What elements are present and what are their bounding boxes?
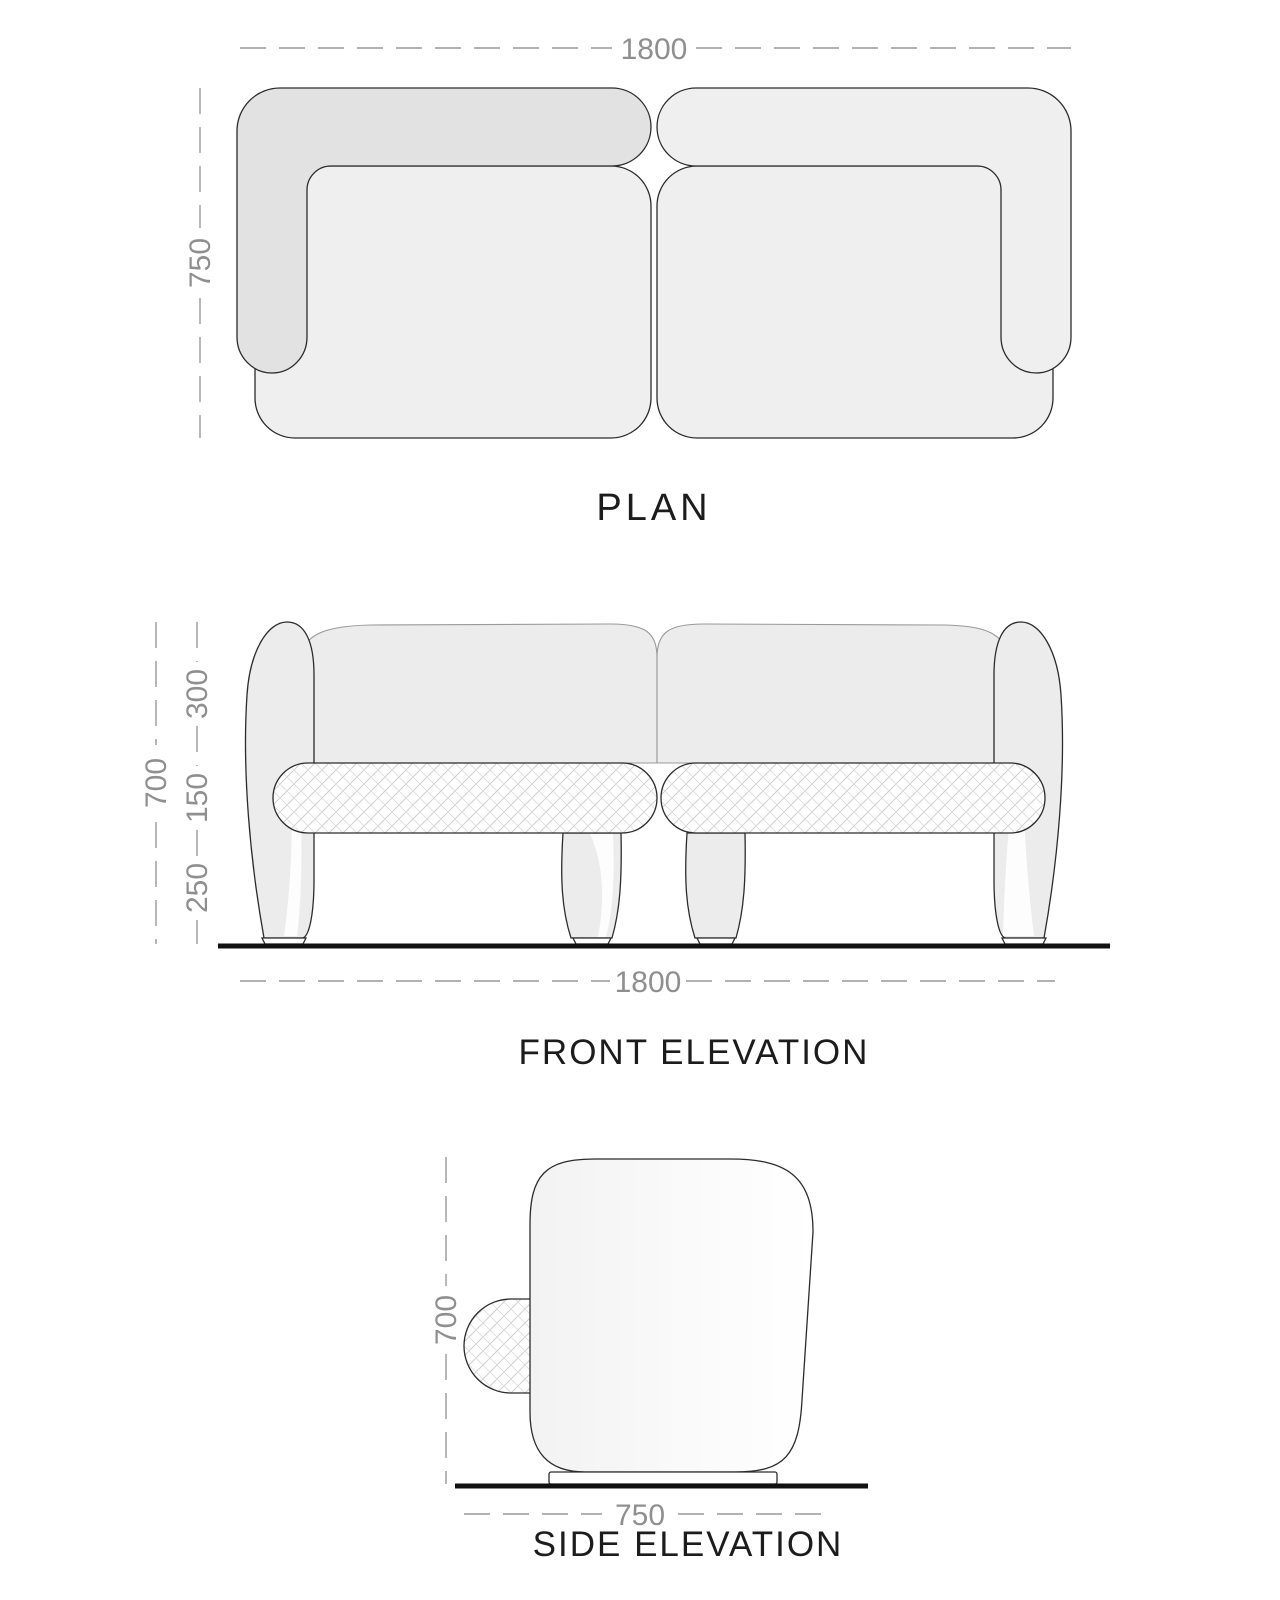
front-left-seat-cushion: [273, 763, 657, 833]
front-left-middle-foot: [573, 938, 611, 944]
plan-view-title: PLAN: [596, 487, 712, 529]
plan-left-seat-cushion: [255, 166, 651, 438]
plan-dim-depth-label: 750: [184, 237, 217, 289]
side-body: [530, 1159, 813, 1472]
plan-right-seat-cushion: [657, 166, 1053, 438]
front-dim-seat-thickness-label: 150: [181, 772, 214, 824]
side-elevation-title: SIDE ELEVATION: [532, 1525, 844, 1564]
front-right-backrest: [657, 624, 1008, 763]
front-dim-back-height-label: 300: [181, 668, 214, 720]
side-plinth-foot: [549, 1472, 777, 1484]
front-dim-width-label: 1800: [614, 966, 682, 999]
front-right-middle-foot: [697, 938, 735, 944]
front-right-arm-foot: [1002, 938, 1046, 944]
front-left-backrest: [300, 624, 657, 763]
front-elevation-title: FRONT ELEVATION: [518, 1033, 870, 1072]
plan-dim-width-label: 1800: [620, 33, 688, 66]
front-right-middle-leg: [686, 833, 746, 938]
side-dim-height-label: 700: [430, 1294, 463, 1346]
front-left-arm-foot: [262, 938, 306, 944]
front-dim-leg-clearance-label: 250: [181, 862, 214, 914]
front-dim-total-height-label: 700: [140, 757, 173, 809]
side-dim-depth-label: 750: [614, 1499, 666, 1532]
front-right-seat-cushion: [661, 763, 1045, 833]
